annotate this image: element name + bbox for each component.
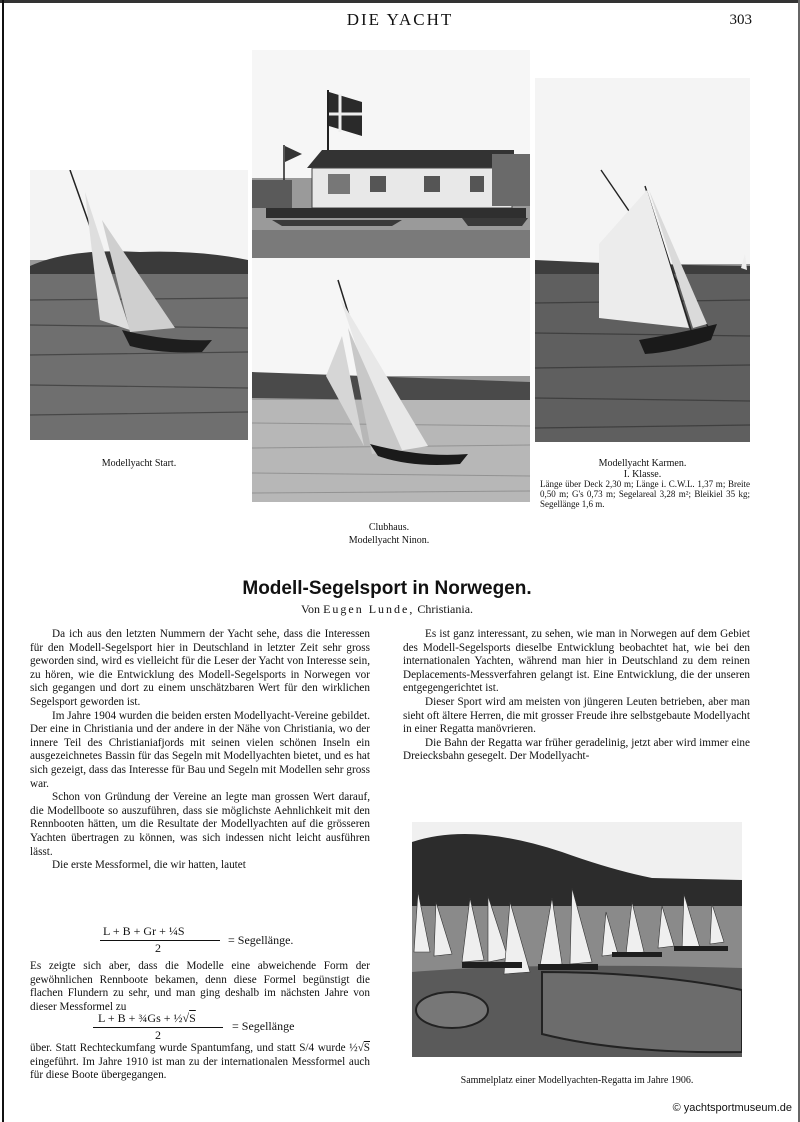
caption-clubhaus: Clubhaus.: [368, 522, 410, 533]
photo-clubhaus: [252, 50, 530, 258]
page-number: 303: [729, 12, 752, 28]
paragraph-radicand: S: [363, 1042, 370, 1054]
paragraph-part: über. Statt Rechteckumfang wurde Spantumfang, und statt S/4 wurde ½: [30, 1042, 358, 1054]
page-frame-left: [2, 0, 4, 1122]
paragraph: Es zeigte sich aber, dass die Modelle eine abweichende Form der gewöhnlichen Rennboote bekamen, denn diese Formel begünstigt die flachen Flundern zu sehr, und man ging deshalb im nächsten Jahre von dieser Messformel zu: [30, 960, 370, 1013]
formula-one-numerator: L + B + Gr + ¼S: [103, 924, 185, 938]
formula-two-numerator: [98, 1011, 196, 1026]
caption-modellyacht-start: Modellyacht Start.: [101, 458, 177, 469]
formula-two-denominator: 2: [155, 1028, 161, 1042]
watermark: © yachtsportmuseum.de: [672, 1102, 792, 1114]
right-column: [403, 628, 750, 764]
photo-regatta-sammelplatz: [412, 822, 742, 1057]
photo-modellyacht-karmen: [535, 78, 750, 442]
paragraph: Im Jahre 1904 wurden die beiden ersten Modellyacht-Vereine gebildet. Der eine in Christiania und der andere in der Nähe von Christiania, wo der innere Teil des Christianiafjords mit seinen vielen schönen Inseln ein ausgezeichnetes Bassin für das Segeln mit Modellyachten bietet, und es hat sich gezeigt, dass das Interesse für Bau und Segeln mit Modellen sehr gross war.: [30, 709, 370, 790]
page-frame-top: [0, 0, 800, 3]
article-title: Modell-Segelsport in Norwegen.: [242, 578, 532, 599]
sqrt-icon: √: [182, 1011, 190, 1025]
left-column-continued: [30, 960, 370, 1014]
formula-two-result: = Segellänge: [232, 1019, 295, 1033]
byline-prefix: Von: [300, 602, 321, 616]
paragraph: Es ist ganz interessant, zu sehen, wie man in Norwegen auf dem Gebiet des Modell-Segelsports dieselbe Entwicklung beobachtet hat, wie bei den internationalen Yachten, während man hier in Deutschland zu dem reinen Deplacements-Messverfahren gelangt ist. Eine Entwicklung, die der unseren entgegengerichtet ist.: [403, 628, 750, 695]
paragraph: [30, 1042, 370, 1083]
caption-karmen-class: I. Klasse.: [623, 469, 662, 480]
paragraph: Dieser Sport wird am meisten von jüngeren Leuten betrieben, aber man sieht oft ältere Herren, die mit grosser Freude ihre selbstgebaute Modellyacht in einer Regatta manövrieren.: [403, 695, 750, 736]
left-column-final: [30, 1042, 370, 1083]
paragraph: Die Bahn der Regatta war früher geradelinig, jetzt aber wird immer eine Dreiecksbahn gesegelt. Der Modellyacht-: [403, 736, 750, 763]
running-header-title: DIE YACHT: [346, 10, 454, 29]
byline-author: Eugen Lunde,: [323, 602, 415, 616]
photo-modellyacht-ninon: [252, 258, 530, 502]
byline-place: Christiania.: [417, 602, 474, 616]
paragraph-part: eingeführt. Im Jahre 1910 ist man zu der internationalen Messformel auch für diese Boote übergegangen.: [30, 1055, 370, 1082]
sqrt-icon: √: [357, 1042, 364, 1054]
paragraph: Schon von Gründung der Vereine an legte man grossen Wert darauf, die Modellboote so auszuführen, dass sie möglichste Aehnlichkeit mit den Rennbooten hätten, um die Resultate der Modellyachten auf die grösseren Yachten übertragen zu können, was sich indessen nicht leicht ausführen lässt.: [30, 791, 370, 858]
caption-karmen-specs: Länge über Deck 2,30 m; Länge i. C.W.L. 1,37 m; Breite 0,50 m; G's 0,73 m; Segelareal 3,28 m²; Bleikiel 35 kg; Segellänge 1,6 m.: [540, 479, 750, 509]
caption-modellyacht-karmen: Modellyacht Karmen.: [598, 458, 687, 469]
photo-modellyacht-start: [30, 170, 248, 440]
paragraph: Da ich aus den letzten Nummern der Yacht sehe, dass die Interessen für den Modell-Segelsport hier in Deutschland in letzter Zeit sehr gross geworden sind, wird es vielleicht für die Leser der Yacht von Interesse sein, zu hören, wie die Entwicklung des Modell-Segelsports in Norwegen vor sich gegangen und dort zu einem unschätzbaren Wert für den wirklichen Segelsport geworden ist.: [30, 628, 370, 708]
caption-regatta: Sammelplatz einer Modellyachten-Regatta im Jahre 1906.: [460, 1075, 694, 1086]
paragraph: Die erste Messformel, die wir hatten, lautet: [52, 859, 246, 872]
article-byline: [0, 602, 774, 617]
caption-modellyacht-ninon: Modellyacht Ninon.: [348, 535, 430, 546]
formula-two-numerator-radicand: S: [189, 1011, 196, 1025]
formula-two-numerator-main: L + B + ¾Gs + ½: [98, 1011, 183, 1025]
formula-one-denominator: 2: [155, 941, 161, 955]
left-column: [30, 628, 370, 873]
formula-one-result: = Segellänge.: [228, 933, 294, 947]
